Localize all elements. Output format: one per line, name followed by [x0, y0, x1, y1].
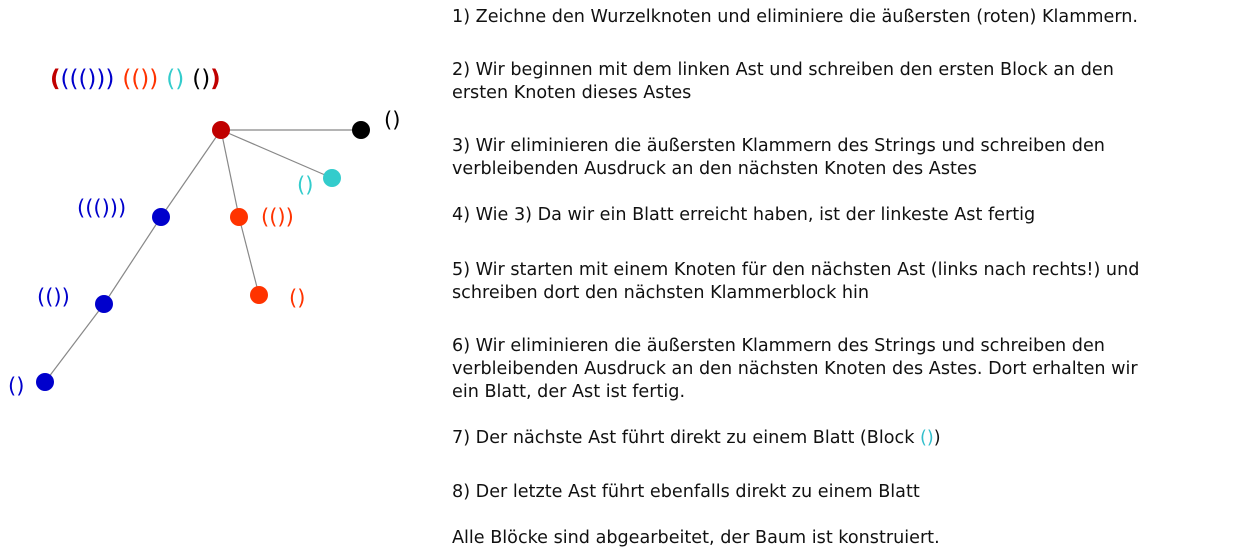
label-red-node-1: (()) — [261, 205, 294, 229]
step-4: 4) Wie 3) Da wir ein Blatt erreicht haben, ist der linkeste Ast fertig — [452, 205, 1036, 225]
blue-node-2 — [95, 295, 113, 313]
step-7-block: () — [919, 428, 934, 448]
red-node-1 — [230, 208, 248, 226]
label-blue-node-3: () — [8, 374, 25, 398]
edge-blue-2-blue-3 — [45, 304, 104, 382]
block-red: (()) — [122, 66, 159, 92]
label-black-node-1: () — [384, 108, 401, 132]
red-node-2 — [250, 286, 268, 304]
label-teal-node-1: () — [297, 173, 314, 197]
outer-open-paren: ( — [50, 66, 61, 92]
step-3 — [452, 135, 1105, 181]
edge-root-blue-1 — [161, 130, 221, 217]
label-blue-node-1: ((())) — [77, 196, 127, 220]
teal-node-1 — [323, 169, 341, 187]
step-6-line-3: ein Blatt, der Ast ist fertig. — [452, 382, 686, 402]
label-blue-node-2: (()) — [37, 285, 70, 309]
step-5 — [452, 259, 1139, 305]
block-black: () — [192, 66, 211, 92]
step-2 — [452, 59, 1114, 105]
black-node-1 — [352, 121, 370, 139]
edge-root-red-1 — [221, 130, 239, 217]
step-7-close: ) — [933, 428, 941, 448]
step-8: 8) Der letzte Ast führt ebenfalls direkt zu einem Blatt — [452, 482, 920, 502]
step-7 — [452, 427, 941, 450]
step-2-line-1: 2) Wir beginnen mit dem linken Ast und schreiben den ersten Block an den — [452, 60, 1114, 80]
step-5-line-2: schreiben dort den nächsten Klammerblock hin — [452, 283, 870, 303]
step-2-line-2: ersten Knoten dieses Astes — [452, 83, 692, 103]
block-teal: () — [166, 66, 185, 92]
blue-node-3 — [36, 373, 54, 391]
bracket-expression — [50, 66, 221, 92]
step-1: 1) Zeichne den Wurzelknoten und eliminiere die äußersten (roten) Klammern. — [452, 7, 1138, 27]
step-6 — [452, 335, 1138, 404]
edge-red-1-red-2 — [239, 217, 259, 295]
step-3-line-1: 3) Wir eliminieren die äußersten Klammern des Strings und schreiben den — [452, 136, 1105, 156]
step-6-line-1: 6) Wir eliminieren die äußersten Klammern des Strings und schreiben den — [452, 336, 1105, 356]
step-5-line-1: 5) Wir starten mit einem Knoten für den nächsten Ast (links nach rechts!) und — [452, 260, 1140, 280]
block-blue: ((())) — [60, 66, 115, 92]
label-red-node-2: () — [289, 286, 306, 310]
root-node — [212, 121, 230, 139]
step-9: Alle Blöcke sind abgearbeitet, der Baum ist konstruiert. — [452, 528, 940, 548]
blue-node-1 — [152, 208, 170, 226]
edge-root-teal — [221, 130, 332, 178]
step-3-line-2: verbleibenden Ausdruck an den nächsten Knoten des Astes — [452, 159, 977, 179]
bracket-tree-diagram — [0, 0, 440, 557]
step-7-text: 7) Der nächste Ast führt direkt zu einem Blatt (Block — [452, 428, 920, 448]
edge-blue-1-blue-2 — [104, 217, 161, 304]
step-6-line-2: verbleibenden Ausdruck an den nächsten Knoten des Astes. Dort erhalten wir — [452, 359, 1138, 379]
outer-close-paren: ) — [210, 66, 221, 92]
